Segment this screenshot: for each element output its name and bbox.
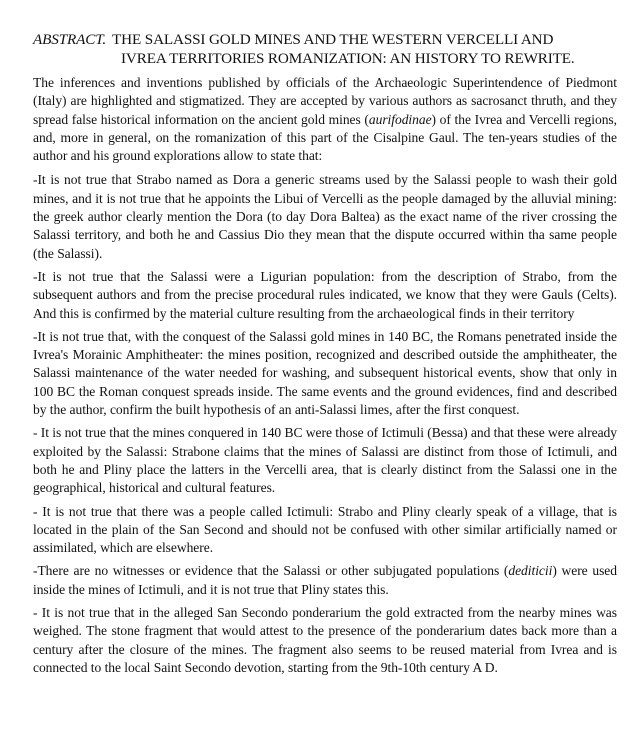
intro-paragraph: [33, 74, 617, 165]
document-page: [33, 30, 617, 677]
point-paragraph-3: -It is not true that, with the conquest of the Salassi gold mines in 140 BC, the Romans penetrated inside the Ivrea's Morainic Amphitheater: the mines position, recognized and described outside the amphitheater, the Salassi maintenance of the water needed for washing, and subsequent historical events, show that only in 100 BC the Roman conquest spreads inside. The same events and the ground evidences, find and described by the author, confirm the built hypothesis of an anti-Salassi limes, after the first conquest.: [33, 328, 617, 418]
intro-text-1: The inferences and inventions published by officials of the Archaeologic Superintendence of Piedmont (Italy) are highlighted and stigmatized. They are accepted by various authors as sacrosanct thruth, and they spread false historical information on the ancient gold mines (: [33, 75, 617, 127]
intro-text-2: ) of the Ivrea and Vercelli regions, and, more in general, on the romanization of this part of the Cisalpine Gaul. The ten-years studies of the author and his ground explorations allow to state that:: [33, 111, 617, 164]
point-6-text-2: ) were used inside the mines of Ictimuli, and it is not true that Pliny states this.: [33, 563, 617, 597]
point-paragraph-7: - It is not true that in the alleged San Secondo ponderarium the gold extracted from the nearby mines was weighed. The stone fragment that would attest to the presence of the ponderarium dates back more than a century after the closure of the mines. The fragment also seems to be reused material from Ivrea and is connected to the local Saint Secondo devotion, starting from the 9th-10th century A D.: [33, 605, 617, 675]
point-paragraph-5: - It is not true that there was a people called Ictimuli: Strabo and Pliny clearly speak of a village, that is located in the plain of the San Second and should not be confused with other similar artificially named or assimilated, which are elsewhere.: [33, 503, 617, 556]
abstract-label: ABSTRACT.: [33, 31, 107, 48]
point-paragraph-2: -It is not true that the Salassi were a Ligurian population: from the description of Strabo, from the subsequent authors and from the precise procedural rules indicated, we know that they were Gauls (Celts). And this is confirmed by the material culture resulting from the archaeological finds in their territory: [33, 268, 617, 321]
point-6-italic-term: dediticii: [508, 563, 553, 579]
document-title: [33, 30, 617, 68]
intro-italic-term: aurifodinae: [368, 111, 432, 127]
point-paragraph-4: - It is not true that the mines conquered in 140 BC were those of Ictimuli (Bessa) and that these were already exploited by the Salassi: Strabone claims that the mines of Salassi are distinct from those of Ictimuli, and both he and Pliny place the latters in the Vercelli area, that is clearly distinct from the Salassi one in the geographical, historical and cultural features.: [33, 425, 617, 496]
title-line-2: IVREA TERRITORIES ROMANIZATION: AN HISTORY TO REWRITE.: [121, 50, 575, 67]
title-line-1: THE SALASSI GOLD MINES AND THE WESTERN VERCELLI AND: [112, 31, 554, 48]
point-paragraph-1: -It is not true that Strabo named as Dora a generic streams used by the Salassi people to wash their gold mines, and it is not true that he appoints the Libui of Vercelli as the people damaged by the alluvial mining: the greek author clearly mention the Dora (to day Dora Baltea) as the exact name of the river crossing the Salassi territory, and both he and Cassius Dio they mean that the dispute occurred within tha same people (the Salassi).: [33, 172, 617, 261]
point-paragraph-6: [33, 562, 617, 599]
point-6-text-1: -There are no witnesses or evidence that the Salassi or other subjugated populations (: [33, 563, 509, 579]
